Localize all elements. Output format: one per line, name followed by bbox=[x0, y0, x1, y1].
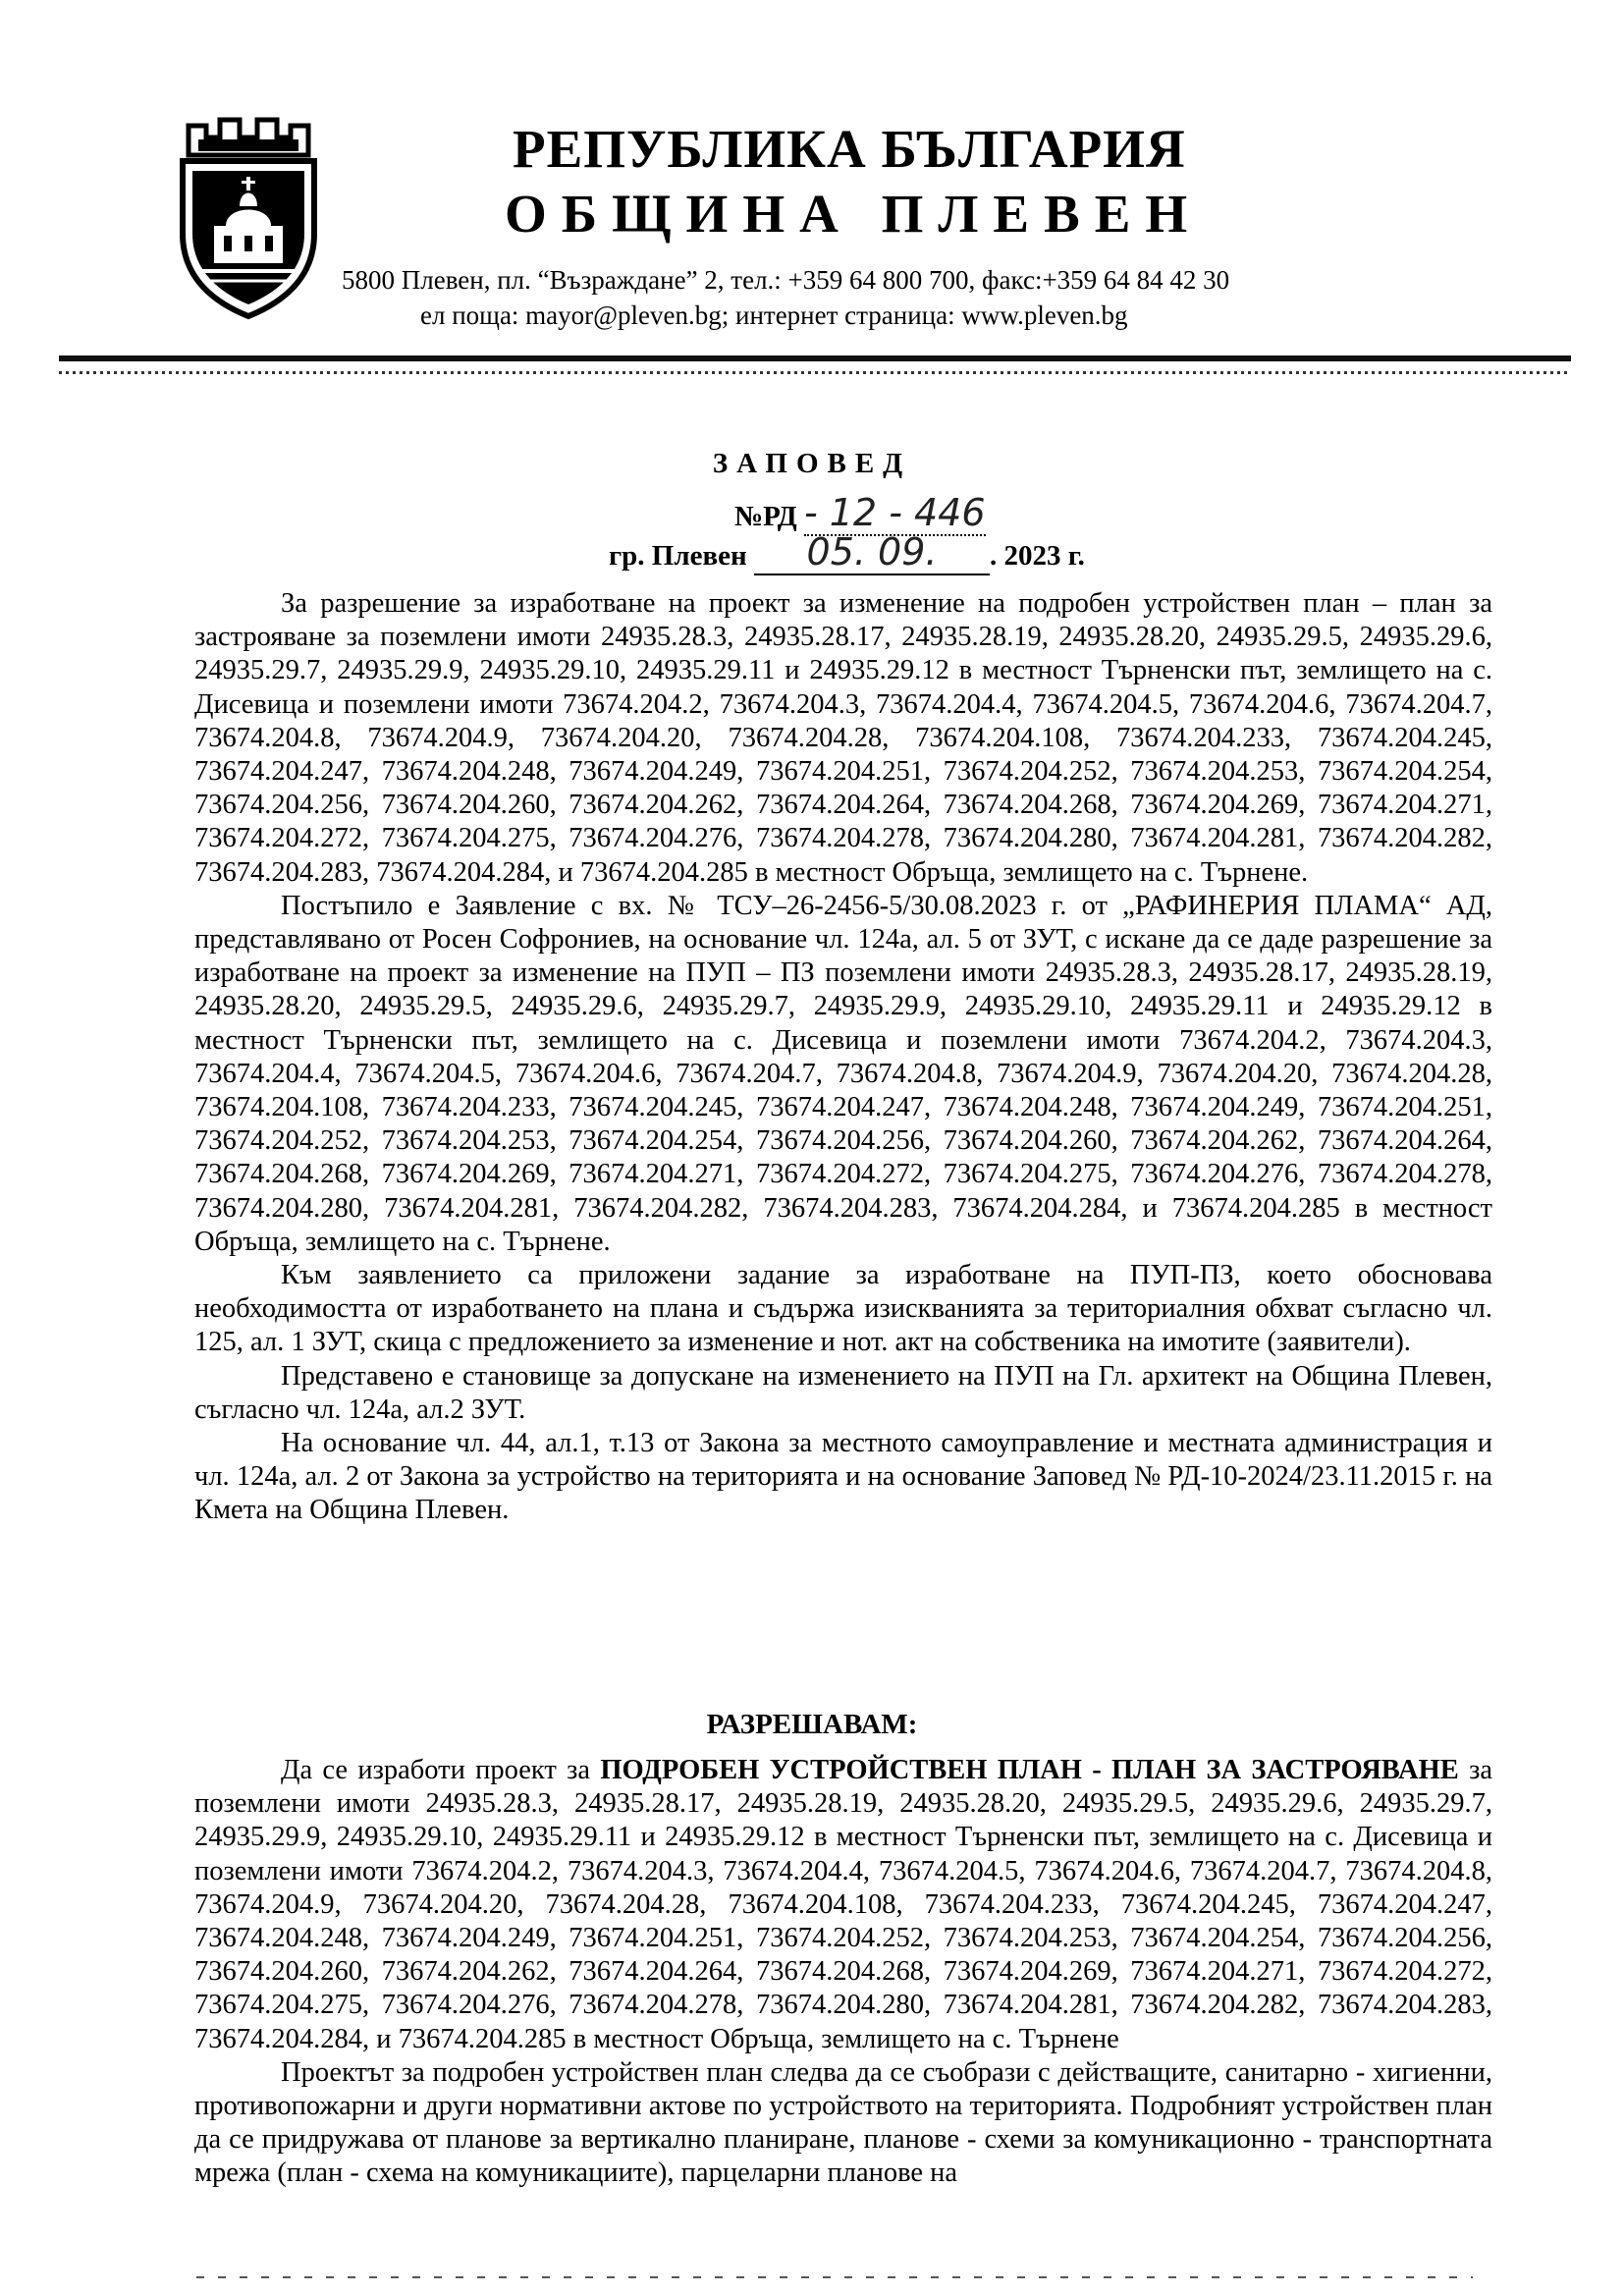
order-body bbox=[194, 587, 1492, 1528]
decision-paragraph bbox=[194, 1754, 1492, 2056]
header-title-municipality: ОБЩИНА ПЛЕВЕН bbox=[505, 184, 1203, 244]
paragraph-legal-basis: На основание чл. 44, ал.1, т.13 от Закона за местното самоуправление и местната администрация и чл. 124а, ал. 2 от Закона за устройство на територията и на основание Заповед № РД-10-2024/23.11.2015 г. на Кмета на Община Плевен. bbox=[194, 1428, 1492, 1526]
order-date-line bbox=[609, 530, 1085, 575]
decision-paragraph-requirements: Проектът за подробен устройствен план следва да се съобрази с действащите, санитарно - хигиенни, противопожарни и други нормативни актове по устройството на територията. Подробният устройствен план да се придружава от планове за вертикално планиране, планове - схеми за комуникационно - транспортната мрежа (план - схема на комуникациите), парцеларни планове на bbox=[194, 2056, 1492, 2189]
scan-artifact-line bbox=[196, 2276, 1473, 2278]
decision-plan-name: ПОДРОБЕН УСТРОЙСТВЕН ПЛАН - ПЛАН ЗА ЗАСТРОЯВАНЕ bbox=[600, 1755, 1459, 1785]
pleven-coat-of-arms-icon bbox=[175, 116, 322, 320]
paragraph-subject: За разрешение за изработване на проект за изменение на подробен устройствен план – план за застрояване за поземлени имоти 24935.28.3, 24935.28.17, 24935.28.19, 24935.28.20, 24935.29.5, 24935.29.6, 24935.29.7, 24935.29.9, 24935.29.10, 24935.29.11 и 24935.29.12 в местност Търненски път, землището на с. Дисевица и поземлени имоти 73674.204.2, 73674.204.3, 73674.204.4, 73674.204.5, 73674.204.6, 73674.204.7, 73674.204.8, 73674.204.9, 73674.204.20, 73674.204.28, 73674.204.108, 73674.204.233, 73674.204.245, 73674.204.247, 73674.204.248, 73674.204.249, 73674.204.251, 73674.204.252, 73674.204.253, 73674.204.254, 73674.204.256, 73674.204.260, 73674.204.262, 73674.204.264, 73674.204.268, 73674.204.269, 73674.204.271, 73674.204.272, 73674.204.275, 73674.204.276, 73674.204.278, 73674.204.280, 73674.204.281, 73674.204.282, 73674.204.283, 73674.204.284, и 73674.204.285 в местност Обръща, землището на с. Търнене. bbox=[194, 588, 1492, 888]
order-title: ЗАПОВЕД bbox=[712, 448, 912, 479]
header-contacts: ел поща: mayor@pleven.bg; интернет страница: www.pleven.bg bbox=[420, 301, 1128, 330]
order-city-label: гр. Плевен bbox=[609, 540, 747, 572]
header-divider-dotted bbox=[59, 371, 1571, 374]
order-year-label: . 2023 г. bbox=[990, 540, 1085, 572]
header-address: 5800 Плевен, пл. “Възраждане” 2, тел.: +359 64 800 700, факс:+359 64 84 42 30 bbox=[342, 265, 1230, 295]
order-number-prefix: №РД bbox=[734, 501, 797, 532]
decision-heading: РАЗРЕШАВАМ: bbox=[706, 1709, 918, 1740]
paragraph-application: Постъпило е Заявление с вх. № ТСУ–26-2456-5/30.08.2023 г. от „РАФИНЕРИЯ ПЛАМА“ АД, представлявано от Росен Софрониев, на основание чл. 124а, ал. 5 от ЗУТ, с искане да се даде разрешение за изработване на проект за изменение на ПУП – ПЗ поземлени имоти 24935.28.3, 24935.28.17, 24935.28.19, 24935.28.20, 24935.29.5, 24935.29.6, 24935.29.7, 24935.29.9, 24935.29.10, 24935.29.11 и 24935.29.12 в местност Търненски път, землището на с. Дисевица и поземлени имоти 73674.204.2, 73674.204.3, 73674.204.4, 73674.204.5, 73674.204.6, 73674.204.7, 73674.204.8, 73674.204.9, 73674.204.20, 73674.204.28, 73674.204.108, 73674.204.233, 73674.204.245, 73674.204.247, 73674.204.248, 73674.204.249, 73674.204.251, 73674.204.252, 73674.204.253, 73674.204.254, 73674.204.256, 73674.204.260, 73674.204.262, 73674.204.264, 73674.204.268, 73674.204.269, 73674.204.271, 73674.204.272, 73674.204.275, 73674.204.276, 73674.204.278, 73674.204.280, 73674.204.281, 73674.204.282, 73674.204.283, 73674.204.284, и 73674.204.285 в местност Обръща, землището на с. Търнене. bbox=[194, 890, 1492, 1257]
order-date-handwritten: 05. 09. bbox=[806, 530, 938, 574]
paragraph-opinion: Представено е становище за допускане на изменението на ПУП на Гл. архитект на Община Плевен, съгласно чл. 124а, ал.2 ЗУТ. bbox=[194, 1360, 1492, 1425]
decision-body bbox=[194, 1754, 1492, 2191]
decision-rest: за поземлени имоти 24935.28.3, 24935.28.17, 24935.28.19, 24935.28.20, 24935.29.5, 24935.29.6, 24935.29.7, 24935.29.9, 24935.29.10, 24935.29.11 и 24935.29.12 в местност Търненски път, землището на с. Дисевица и поземлени имоти 73674.204.2, 73674.204.3, 73674.204.4, 73674.204.5, 73674.204.6, 73674.204.7, 73674.204.8, 73674.204.9, 73674.204.20, 73674.204.28, 73674.204.108, 73674.204.233, 73674.204.245, 73674.204.247, 73674.204.248, 73674.204.249, 73674.204.251, 73674.204.252, 73674.204.253, 73674.204.254, 73674.204.256, 73674.204.260, 73674.204.262, 73674.204.264, 73674.204.268, 73674.204.269, 73674.204.271, 73674.204.272, 73674.204.275, 73674.204.276, 73674.204.278, 73674.204.280, 73674.204.281, 73674.204.282, 73674.204.283, 73674.204.284, и 73674.204.285 в местност Обръща, землището на с. Търнене bbox=[194, 1755, 1492, 2054]
header-divider bbox=[59, 355, 1571, 361]
order-number-handwritten: - 12 - 446 bbox=[803, 491, 986, 534]
paragraph-attachments: Към заявлението са приложени задание за изработване на ПУП-ПЗ, което обосновава необходимостта от изработването на плана и съдържа изискванията за териториалния обхват съгласно чл. 125, ал. 1 ЗУТ, скица с предложението за изменение и нот. акт на собственика на имотите (заявители). bbox=[194, 1260, 1492, 1358]
decision-lead: Да се изработи проект за bbox=[281, 1755, 601, 1785]
header-title-country: РЕПУБЛИКА БЪЛГАРИЯ bbox=[513, 119, 1186, 179]
